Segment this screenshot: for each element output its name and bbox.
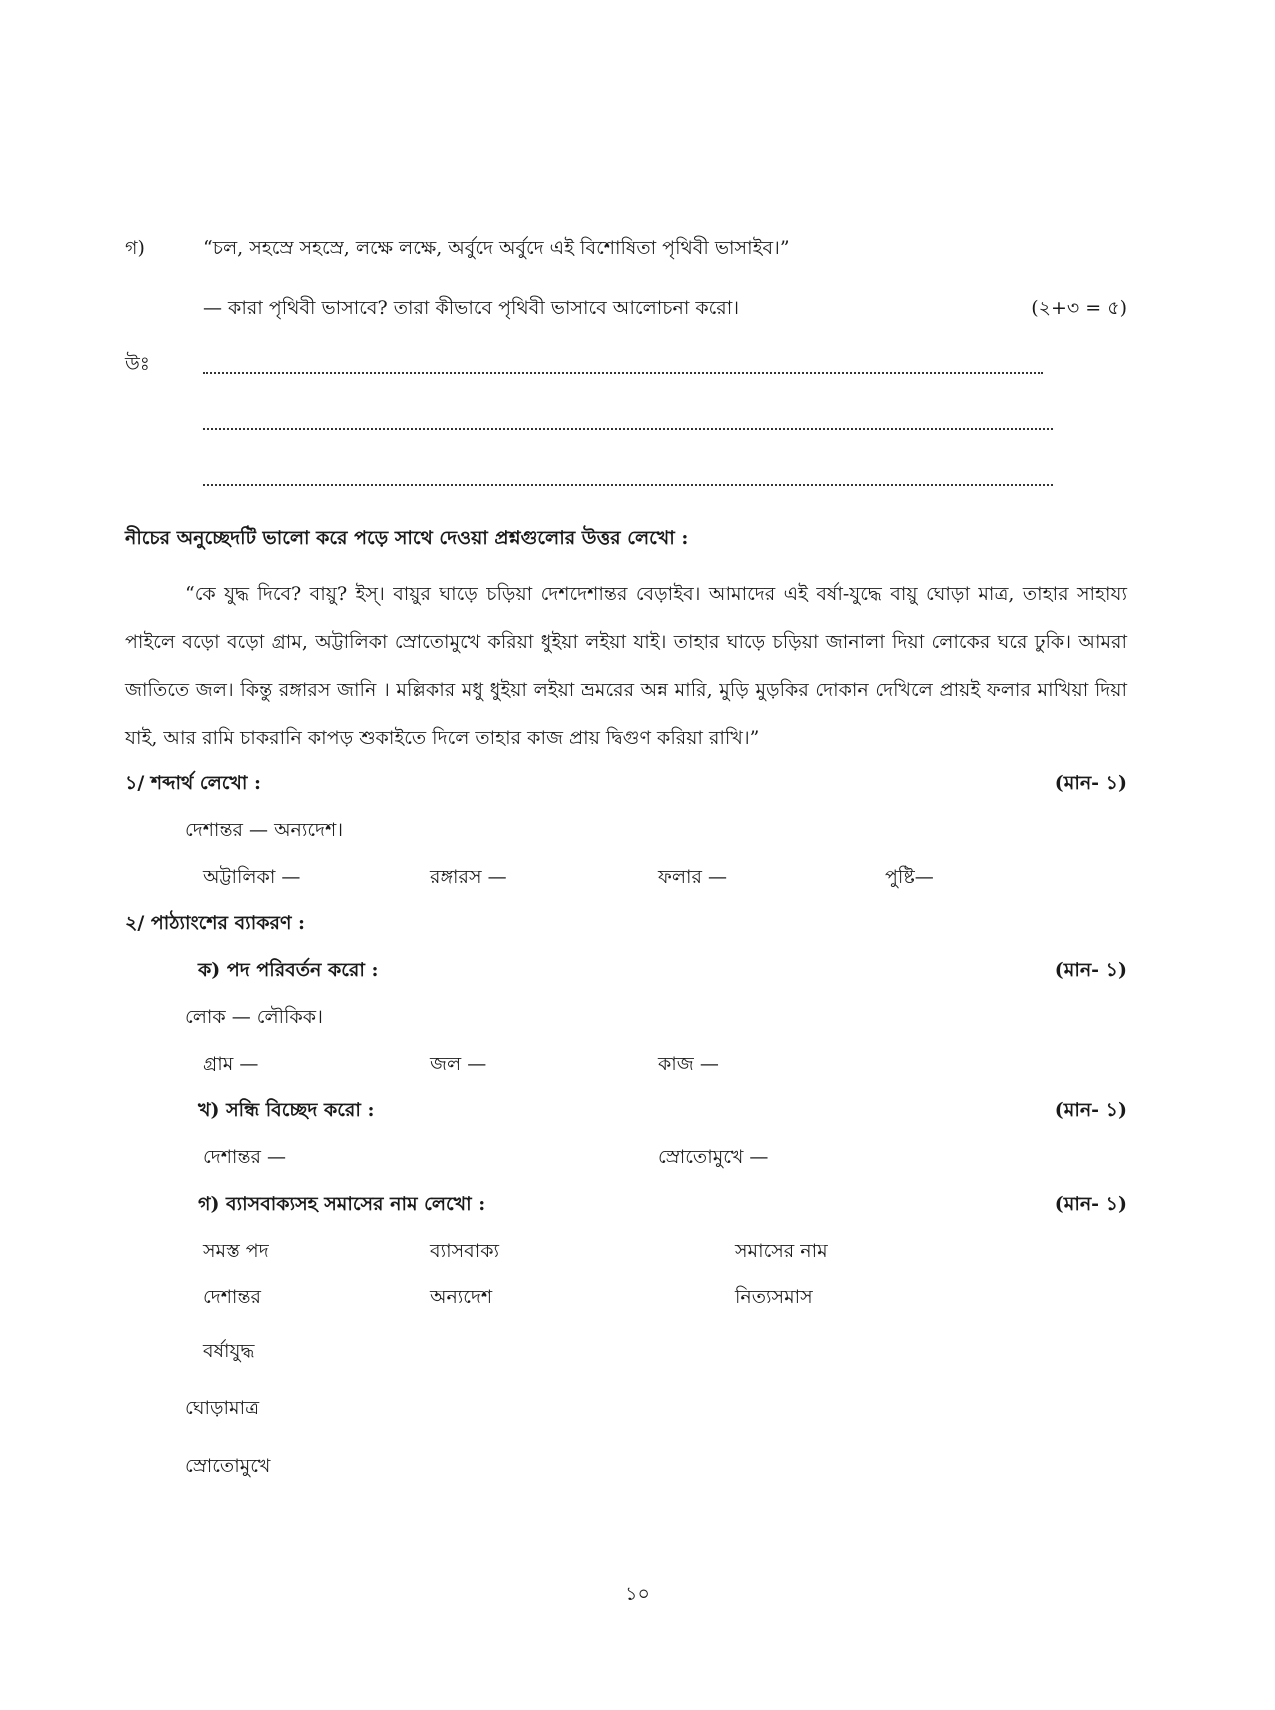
q2-ka-example: লোক — লৌকিক। <box>185 1006 323 1028</box>
answer-line-2[interactable] <box>203 428 1053 430</box>
q1-item: অট্টালিকা — <box>203 866 301 888</box>
q2-ka-item: গ্রাম — <box>203 1053 259 1075</box>
table-header: ব্যাসবাক্য <box>430 1240 500 1262</box>
page-number: ১০ <box>625 1583 650 1605</box>
table-cell: অন্যদেশ <box>430 1286 493 1308</box>
q2-ka-item: কাজ — <box>658 1053 719 1075</box>
table-header: সমস্ত পদ <box>203 1240 269 1262</box>
q2-ka-item: জল — <box>430 1053 487 1075</box>
table-cell: নিত্যসমাস <box>735 1286 813 1308</box>
q2-kha-item: দেশান্তর — <box>203 1146 287 1168</box>
question-prompt: — কারা পৃথিবী ভাসাবে? তারা কীভাবে পৃথিবী ভাসাবে আলোচনা করো। <box>203 297 740 319</box>
table-cell: দেশান্তর <box>203 1286 261 1308</box>
q2-ka-title: ক) পদ পরিবর্তন করো : <box>198 959 379 981</box>
q1-item: ফলার — <box>658 866 728 888</box>
table-cell: ঘোড়ামাত্র <box>185 1397 260 1419</box>
answer-line-3[interactable] <box>203 484 1053 486</box>
q1-item: পুষ্টি— <box>885 866 934 888</box>
q2-title: ২/ পাঠ্যাংশের ব্যাকরণ : <box>125 912 306 934</box>
q2-ka-marks: (মান- ১) <box>1054 959 1127 981</box>
question-label: গ) <box>125 237 145 259</box>
question-quote: “চল, সহস্রে সহস্রে, লক্ষে লক্ষে, অর্বুদে অর্বুদে এই বিশোষিতা পৃথিবী ভাসাইব।” <box>203 237 790 259</box>
q2-ga-title: গ) ব্যাসবাক্যসহ সমাসের নাম লেখো : <box>198 1193 486 1215</box>
q1-item: রঙ্গারস — <box>430 866 507 888</box>
answer-line-1[interactable] <box>203 372 1043 374</box>
table-cell: বর্ষাযুদ্ধ <box>203 1340 255 1362</box>
question-marks: (২+৩ = ৫) <box>1031 297 1127 319</box>
passage-text: “কে যুদ্ধ দিবে? বায়ু? ইস্। বায়ুর ঘাড়ে চড়িয়া দেশদেশান্তর বেড়াইব। আমাদের এই বর্ষা-যুদ্ধে বায়ু ঘোড়া মাত্র, তাহার সাহায্য পাইলে বড়ো বড়ো গ্রাম, অট্টালিকা স্রোতোমুখে করিয়া ধুইয়া লইয়া যাই। তাহার ঘাড়ে চড়িয়া জানালা দিয়া লোকের ঘরে ঢুকি। আমরা জাতিতে জল। কিন্তু রঙ্গারস জানি । মল্লিকার মধু ধুইয়া লইয়া ভ্রমরের অন্ন মারি, মুড়ি মুড়কির দোকান দেখিলে প্রায়ই ফলার মাখিয়া দিয়া যাই, আর রামি চাকরানি কাপড় শুকাইতে দিলে তাহার কাজ প্রায় দ্বিগুণ করিয়া রাখি।” <box>125 583 1127 749</box>
answer-label: উঃ <box>125 353 150 375</box>
q2-kha-title: খ) সন্ধি বিচ্ছেদ করো : <box>198 1099 375 1121</box>
q1-marks: (মান- ১) <box>1054 772 1127 794</box>
instruction-heading: নীচের অনুচ্ছেদটি ভালো করে পড়ে সাথে দেওয়া প্রশ্নগুলোর উত্তর লেখো : <box>125 527 689 549</box>
q1-example: দেশান্তর — অন্যদেশ। <box>185 819 344 841</box>
q2-kha-item: স্রোতোমুখে — <box>658 1146 769 1168</box>
q2-ga-marks: (মান- ১) <box>1054 1193 1127 1215</box>
q2-kha-marks: (মান- ১) <box>1054 1099 1127 1121</box>
q1-title: ১/ শব্দার্থ লেখো : <box>125 772 262 794</box>
table-cell: স্রোতোমুখে <box>185 1455 271 1477</box>
table-header: সমাসের নাম <box>735 1240 828 1262</box>
